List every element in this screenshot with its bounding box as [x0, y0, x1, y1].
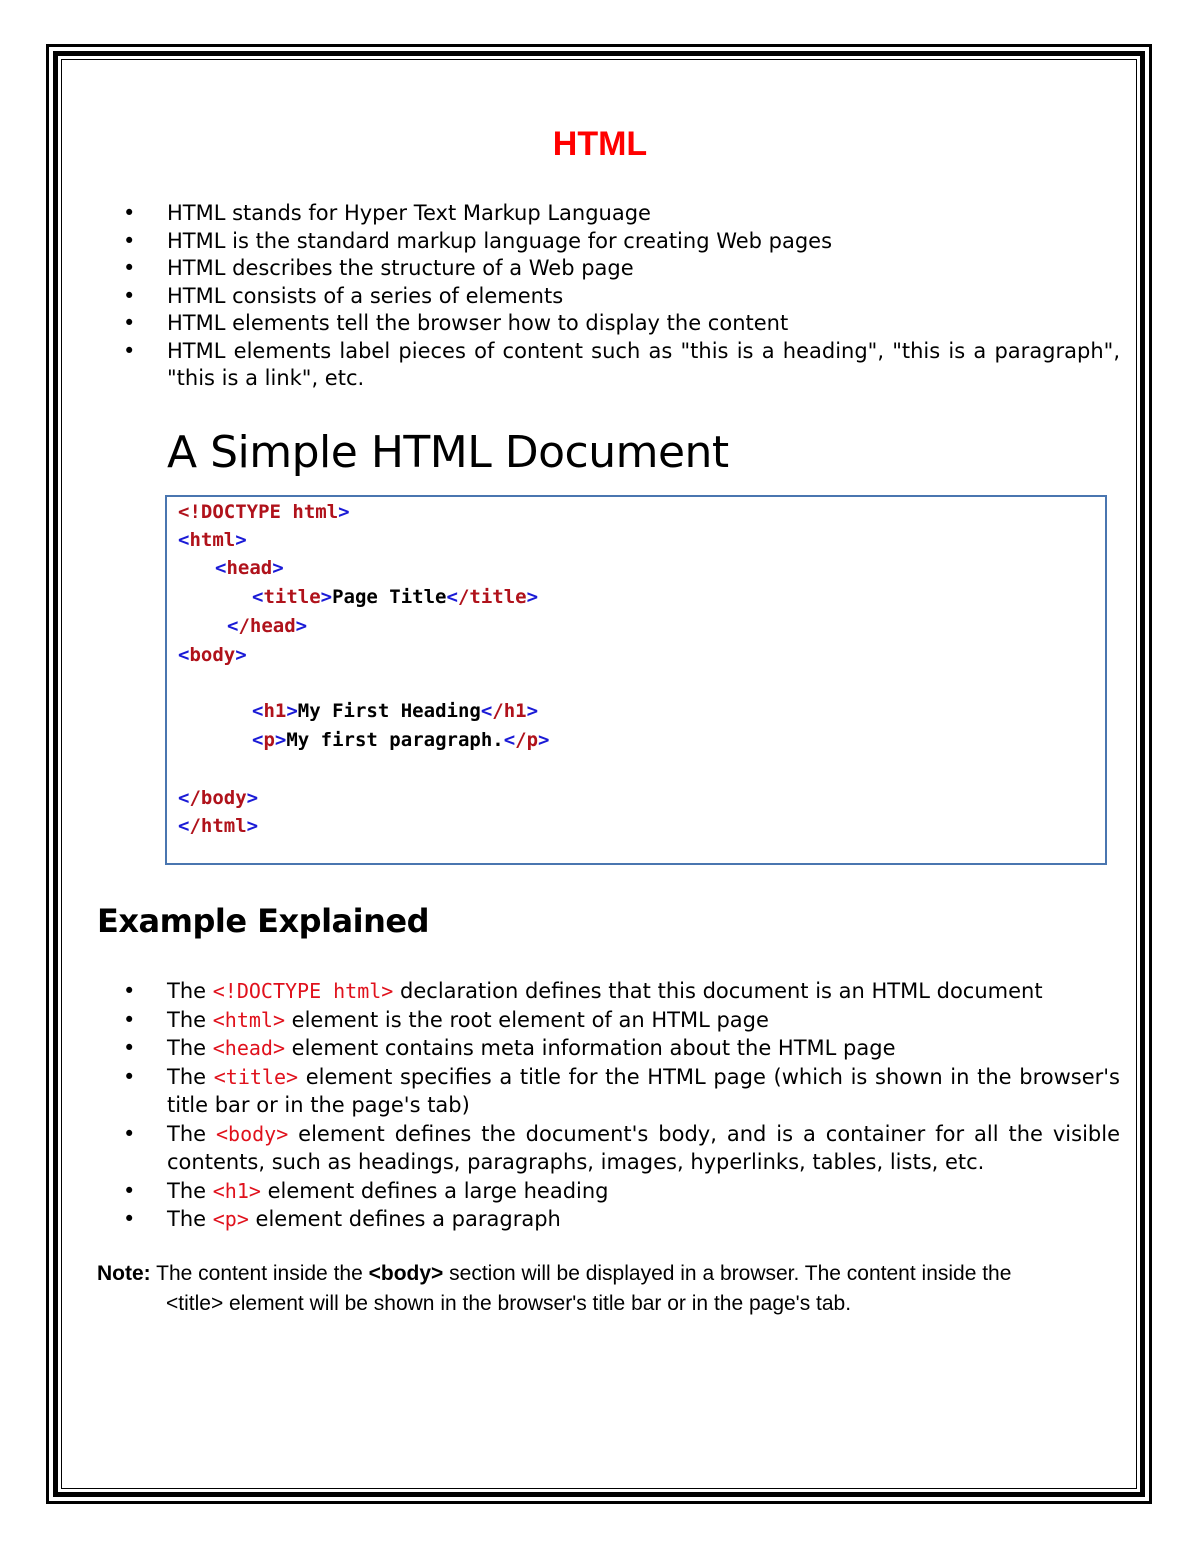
list-item: • The <body> element defines the document's body, and is a container for all the visible contents, such as headings, paragraphs, images, hyperlinks, tables, lists, etc.: [123, 1121, 1121, 1174]
code-line-head-close: </head>: [227, 615, 308, 637]
bullet-icon: •: [123, 228, 136, 253]
code-line-html-open: <html>: [178, 529, 247, 551]
page-title: HTML: [552, 125, 648, 163]
bullet-icon: •: [123, 1207, 136, 1231]
bullet-icon: •: [123, 311, 136, 335]
example-heading: Example Explained: [97, 902, 429, 940]
list-item: • HTML consists of a series of elements: [167, 283, 1120, 311]
section-heading: A Simple HTML Document: [167, 427, 729, 478]
list-item: • The <h1> element defines a large heading: [167, 1177, 1120, 1206]
bullet-icon: •: [123, 338, 136, 363]
list-item: • The <!DOCTYPE html> declaration defines that this document is an HTML document: [167, 977, 1120, 1006]
list-item: • HTML is the standard markup language for creating Web pages: [167, 228, 1120, 256]
bullet-icon: •: [123, 979, 136, 1003]
code-line-head-open: <head>: [215, 557, 284, 579]
code-line-html-close: </html>: [178, 815, 259, 837]
code-line-p: <p>My first paragraph.</p>: [252, 729, 550, 751]
list-item: • The <title> element specifies a title for the HTML page (which is shown in the browser's title bar or in the page's tab): [123, 1064, 1121, 1117]
bullet-icon: •: [123, 283, 136, 308]
list-item: • The <head> element contains meta information about the HTML page: [167, 1034, 1120, 1063]
list-item: • HTML elements label pieces of content such as "this is a heading", "this is a paragraph", "this is a link", etc.: [123, 338, 1120, 390]
list-item: • HTML stands for Hyper Text Markup Language: [167, 200, 1120, 228]
intro-bullet-list: [123, 200, 1120, 393]
note-body-tag: <body>: [368, 1262, 444, 1285]
note-label: Note:: [97, 1262, 151, 1285]
note-paragraph: Note: The content inside the <body> section will be displayed in a browser. The content inside the <title> element will be shown in the browser's title bar or in the page's tab.: [97, 1262, 1012, 1315]
code-example-box: [165, 495, 1107, 865]
bullet-icon: •: [123, 1121, 136, 1146]
bullet-icon: •: [123, 1178, 136, 1203]
bullet-icon: •: [123, 1036, 136, 1060]
example-bullet-list: [123, 977, 1121, 1234]
code-line-body-open: <body>: [178, 644, 247, 666]
code-line-doctype: <!DOCTYPE html>: [178, 501, 350, 523]
list-item: • HTML elements tell the browser how to display the content: [167, 310, 1120, 338]
list-item: • The <html> element is the root element of an HTML page: [167, 1006, 1120, 1035]
bullet-icon: •: [123, 256, 136, 280]
list-item: • HTML describes the structure of a Web page: [167, 255, 1120, 283]
bullet-icon: •: [123, 1064, 136, 1089]
bullet-icon: •: [123, 1007, 136, 1032]
list-item: • The <p> element defines a paragraph: [167, 1205, 1120, 1234]
bullet-icon: •: [123, 201, 136, 225]
code-line-h1: <h1>My First Heading</h1>: [252, 700, 539, 722]
code-line-body-close: </body>: [178, 787, 259, 809]
code-line-title: <title>Page Title</title>: [252, 586, 539, 608]
